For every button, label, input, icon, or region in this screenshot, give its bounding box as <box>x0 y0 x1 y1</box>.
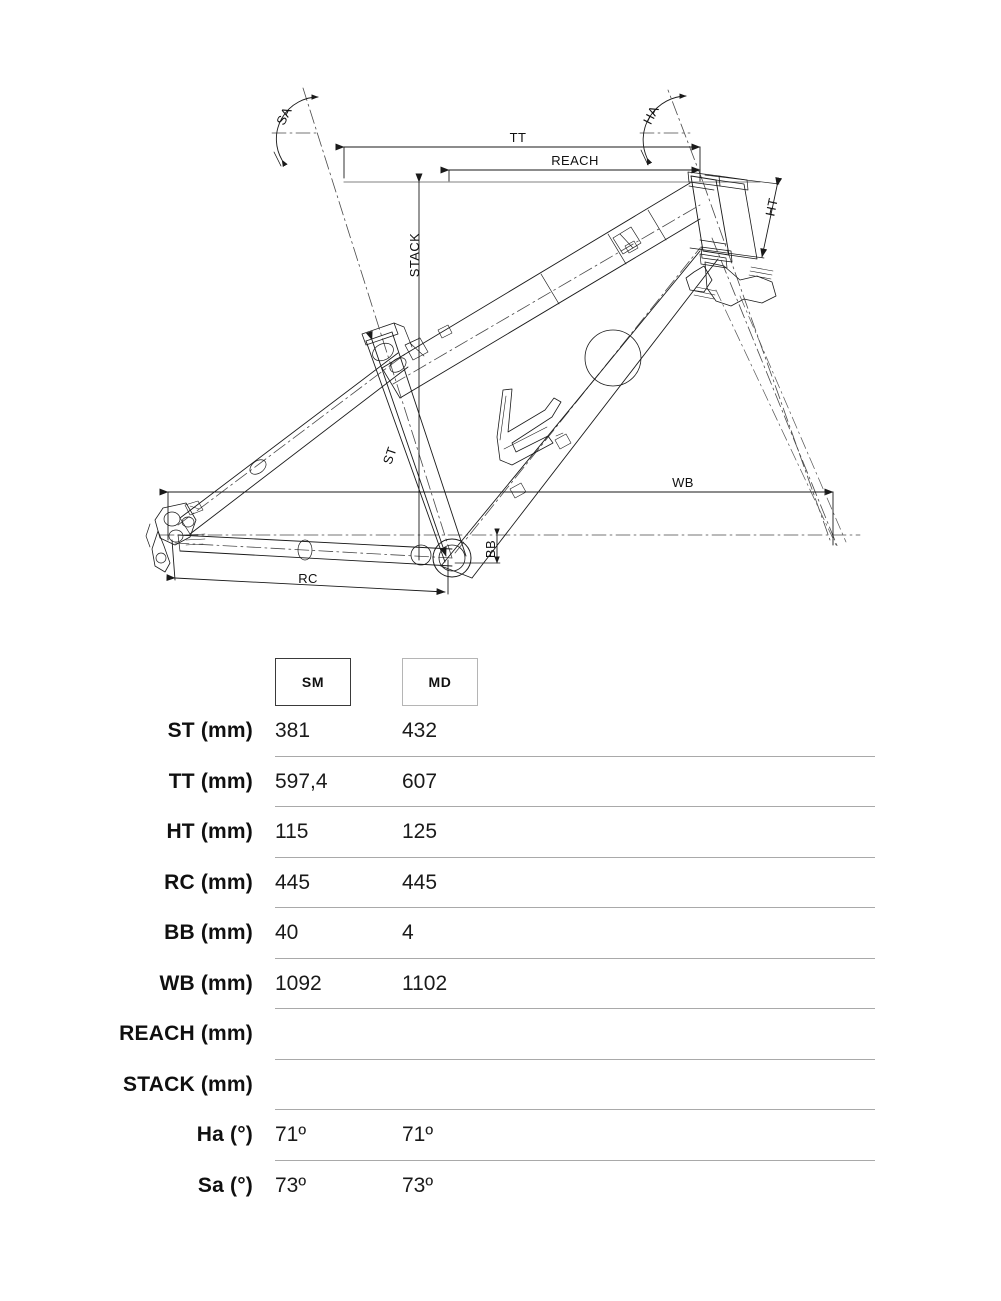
table-row <box>0 807 1001 858</box>
dim-label-stack: STACK <box>407 232 422 278</box>
geometry-table <box>0 648 1001 1211</box>
dim-label-rc: RC <box>298 571 318 586</box>
cell-sm: 73º <box>275 1173 307 1197</box>
cell-sm: 597,4 <box>275 769 328 793</box>
cell-md: 432 <box>402 719 438 743</box>
dim-label-st: ST <box>379 444 400 467</box>
cell-md: 445 <box>402 870 438 894</box>
table-row <box>0 959 1001 1010</box>
cell-sm: 115 <box>275 820 309 844</box>
dim-label-tt: TT <box>509 130 527 145</box>
table-row <box>0 1161 1001 1212</box>
row-label: REACH (mm) <box>119 1022 253 1046</box>
dim-label-bb: BB <box>483 539 498 559</box>
row-label: RC (mm) <box>164 870 253 894</box>
row-label: Ha (°) <box>196 1123 253 1147</box>
row-label: Sa (°) <box>197 1173 253 1197</box>
size-header-sm: SM <box>275 658 351 706</box>
table-row <box>0 706 1001 757</box>
cell-sm: 1092 <box>275 971 322 995</box>
cell-md: 125 <box>402 820 438 844</box>
cell-md: 607 <box>402 769 438 793</box>
dim-label-sa: SA <box>273 104 295 128</box>
row-label: BB (mm) <box>164 921 253 945</box>
dim-label-ha: HA <box>640 103 662 127</box>
dim-label-ht: HT <box>762 196 781 218</box>
dim-label-reach: REACH <box>551 153 599 168</box>
cell-md: 1102 <box>402 971 448 995</box>
cell-sm: 71º <box>275 1123 307 1147</box>
row-label: WB (mm) <box>159 971 253 995</box>
row-label: STACK (mm) <box>123 1072 253 1096</box>
size-header-row <box>0 648 1001 706</box>
size-header-md: MD <box>402 658 478 706</box>
cell-md: 73º <box>402 1173 434 1197</box>
row-label: ST (mm) <box>167 719 253 743</box>
table-row <box>0 1009 1001 1060</box>
table-row <box>0 1060 1001 1111</box>
table-row <box>0 858 1001 909</box>
cell-sm: 445 <box>275 870 311 894</box>
cell-sm: 381 <box>275 719 311 743</box>
cell-md: 4 <box>402 921 414 945</box>
table-row <box>0 908 1001 959</box>
cell-md: 71º <box>402 1123 434 1147</box>
table-row <box>0 1110 1001 1161</box>
row-label: TT (mm) <box>168 769 253 793</box>
row-label: HT (mm) <box>166 820 253 844</box>
dim-label-wb: WB <box>672 475 694 490</box>
table-row <box>0 757 1001 808</box>
frame-geometry-drawing <box>0 0 1001 640</box>
cell-sm: 40 <box>275 921 299 945</box>
